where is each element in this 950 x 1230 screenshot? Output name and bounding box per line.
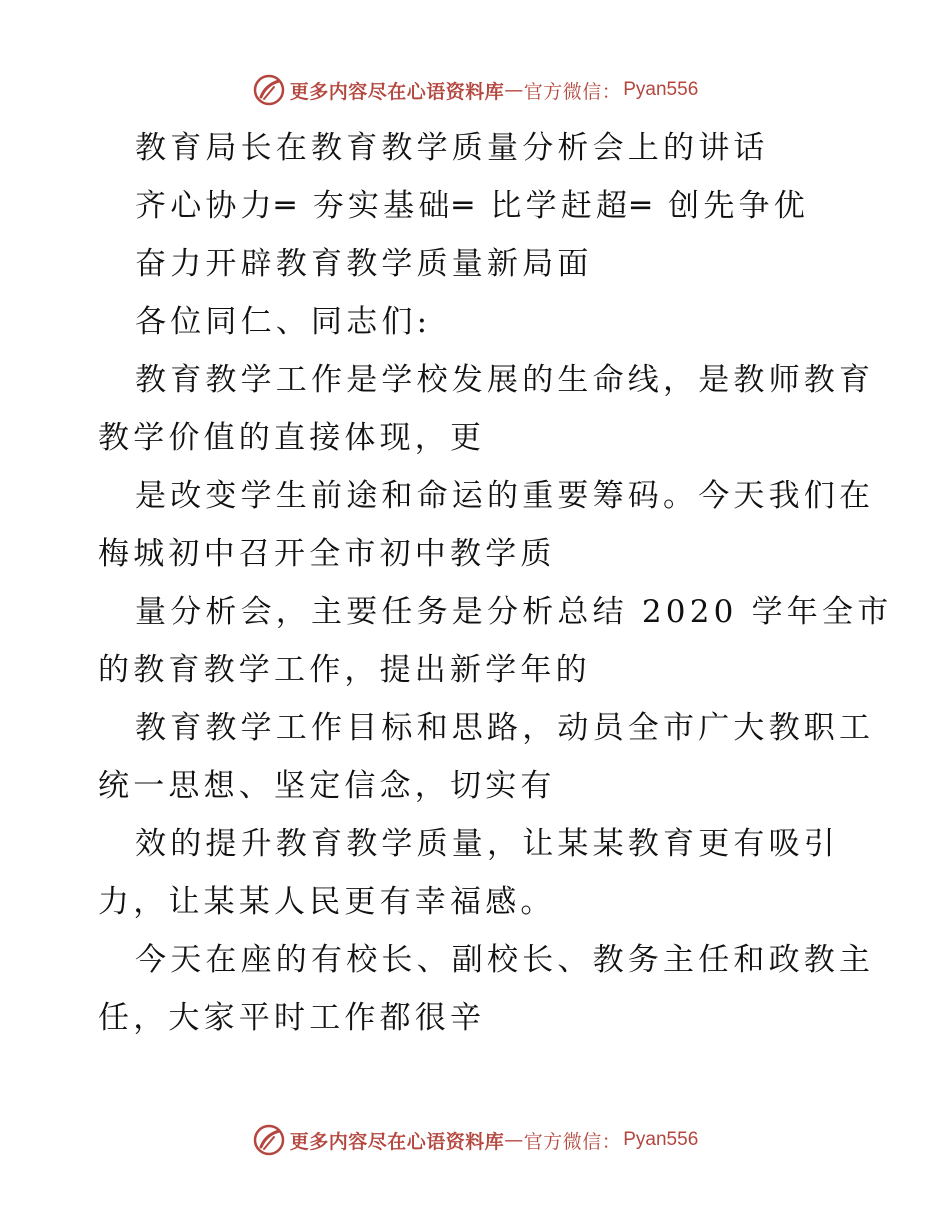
doc-paragraph-line: 力，让某某人民更有幸福感。 (98, 884, 556, 920)
doc-paragraph-line: 效的提升教育教学质量，让某某教育更有吸引 (135, 826, 839, 862)
banner-dash: — (504, 1129, 524, 1151)
banner-main-text: 更多内容尽在心语资料库 (289, 80, 505, 103)
doc-title: 教育局长在教育教学质量分析会上的讲话 (135, 130, 769, 166)
doc-paragraph-line: 教育教学工作是学校发展的生命线，是教师教育 (135, 362, 875, 398)
doc-paragraph-line: 量分析会，主要任务是分析总结 2020 学年全市 (135, 594, 893, 630)
doc-salutation: 各位同仁、同志们: (135, 304, 432, 340)
doc-paragraph-line: 教育教学工作目标和思路，动员全市广大教职工 (135, 710, 875, 746)
brush-logo-icon (252, 1123, 286, 1157)
banner-sub-text: 官方微信： (523, 1130, 622, 1153)
banner-sub-text: 官方微信： (523, 80, 622, 103)
banner-wechat-id: Pyan556 (623, 79, 699, 100)
doc-paragraph-line: 教学价值的直接体现，更 (98, 420, 486, 456)
doc-paragraph-line: 任，大家平时工作都很辛 (98, 1000, 486, 1036)
header-watermark-banner (0, 70, 950, 110)
footer-watermark-banner (0, 1120, 950, 1160)
doc-subtitle-1: 齐心协力═ 夯实基础═ 比学赶超═ 创先争优 (135, 188, 809, 224)
banner-main-text: 更多内容尽在心语资料库 (289, 1130, 505, 1153)
doc-paragraph-line: 统一思想、坚定信念，切实有 (98, 768, 556, 804)
brush-logo-icon (252, 73, 286, 107)
doc-paragraph-line: 是改变学生前途和命运的重要筹码。今天我们在 (135, 478, 875, 514)
doc-paragraph-line: 的教育教学工作，提出新学年的 (98, 652, 591, 688)
banner-wechat-id: Pyan556 (623, 1129, 699, 1150)
banner-dash: — (504, 79, 524, 101)
doc-subtitle-2: 奋力开辟教育教学质量新局面 (135, 246, 593, 282)
doc-paragraph-line: 今天在座的有校长、副校长、教务主任和政教主 (135, 942, 875, 978)
doc-paragraph-line: 梅城初中召开全市初中教学质 (98, 536, 556, 572)
